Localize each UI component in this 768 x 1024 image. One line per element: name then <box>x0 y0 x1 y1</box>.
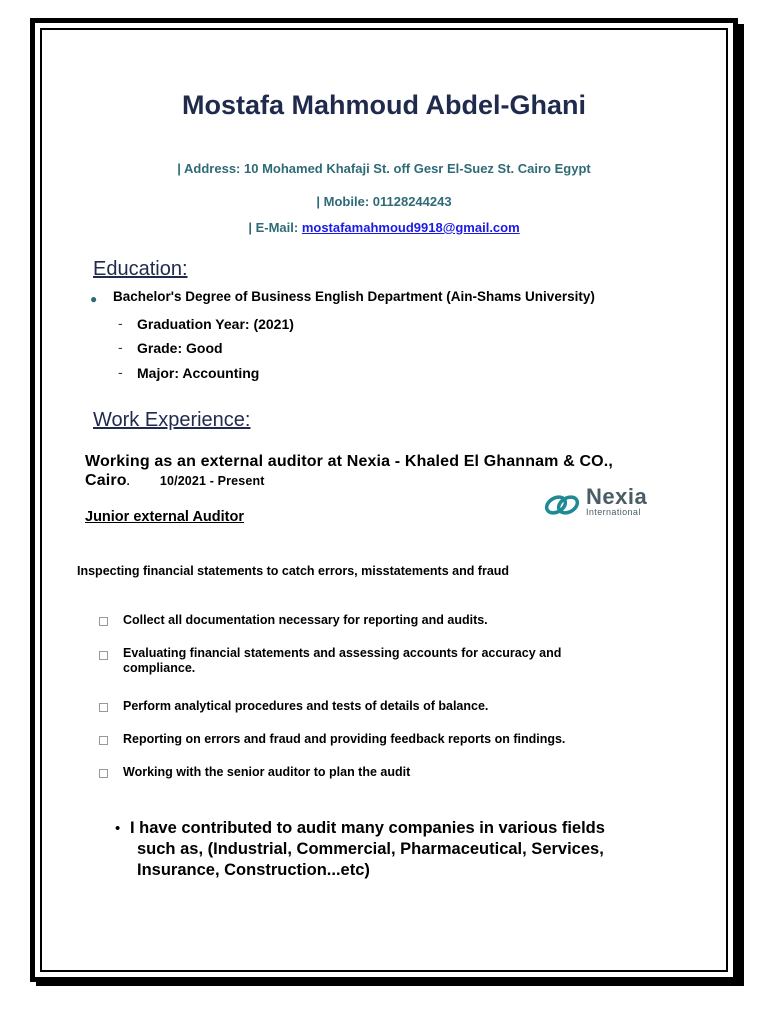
email-line <box>0 220 768 235</box>
position-text: Working as an external auditor at Nexia - Khaled El Ghannam & CO., Cairo <box>85 453 613 489</box>
contribution-line: Insurance, Construction...etc) <box>137 861 370 879</box>
contribution-text <box>130 818 650 881</box>
logo-wordmark: Nexia <box>586 484 648 509</box>
bullet-dot-icon: ● <box>90 292 98 306</box>
contribution-line: such as, (Industrial, Commercial, Pharmaceutical, Services, <box>137 840 604 858</box>
checkbox-icon <box>99 736 108 745</box>
position-period: . <box>126 476 130 488</box>
duty-item: Working with the senior auditor to plan the audit <box>123 765 411 779</box>
duty-item: Reporting on errors and fraud and providing feedback reports on findings. <box>123 732 566 746</box>
logo-subtitle: International <box>586 507 641 517</box>
dash-icon: - <box>118 339 123 355</box>
address-line: | Address: 10 Mohamed Khafaji St. off Gesr El-Suez St. Cairo Egypt <box>177 161 591 176</box>
checkbox-icon <box>99 651 108 660</box>
duty-item: Evaluating financial statements and assessing accounts for accuracy and compliance. <box>123 646 562 675</box>
work-experience-heading: Work Experience: <box>93 409 251 431</box>
education-heading: Education: <box>93 258 188 280</box>
duty-item: Collect all documentation necessary for reporting and audits. <box>123 613 488 627</box>
education-detail-major: Major: Accounting <box>137 365 260 381</box>
checkbox-icon <box>99 617 108 626</box>
page-border-shadow-bottom <box>36 980 744 986</box>
nexia-logo <box>540 484 670 522</box>
email-link[interactable]: mostafamahmoud9918@gmail.com <box>301 220 520 235</box>
degree-text: Bachelor's Degree of Business English Department (Ain-Shams University) <box>113 289 595 304</box>
bullet-dot-icon: • <box>115 820 121 837</box>
employment-dates: 10/2021 - Present <box>159 474 265 488</box>
checkbox-icon <box>99 769 108 778</box>
dash-icon: - <box>118 364 123 380</box>
email-label: | E-Mail: <box>248 220 302 235</box>
candidate-name: Mostafa Mahmoud Abdel-Ghani <box>182 90 586 120</box>
job-title: Junior external Auditor <box>85 509 244 525</box>
checkbox-icon <box>99 703 108 712</box>
job-summary: Inspecting financial statements to catch errors, misstatements and fraud <box>77 564 510 578</box>
duty-item: Perform analytical procedures and tests of details of balance. <box>123 699 489 713</box>
mobile-line: | Mobile: 01128244243 <box>316 194 452 209</box>
education-detail-grade: Grade: Good <box>137 340 223 356</box>
nexia-logo-mark-icon <box>540 484 586 522</box>
contribution-line: I have contributed to audit many companies in various fields <box>130 819 605 837</box>
education-detail-year: Graduation Year: (2021) <box>137 316 294 332</box>
dash-icon: - <box>118 315 123 331</box>
